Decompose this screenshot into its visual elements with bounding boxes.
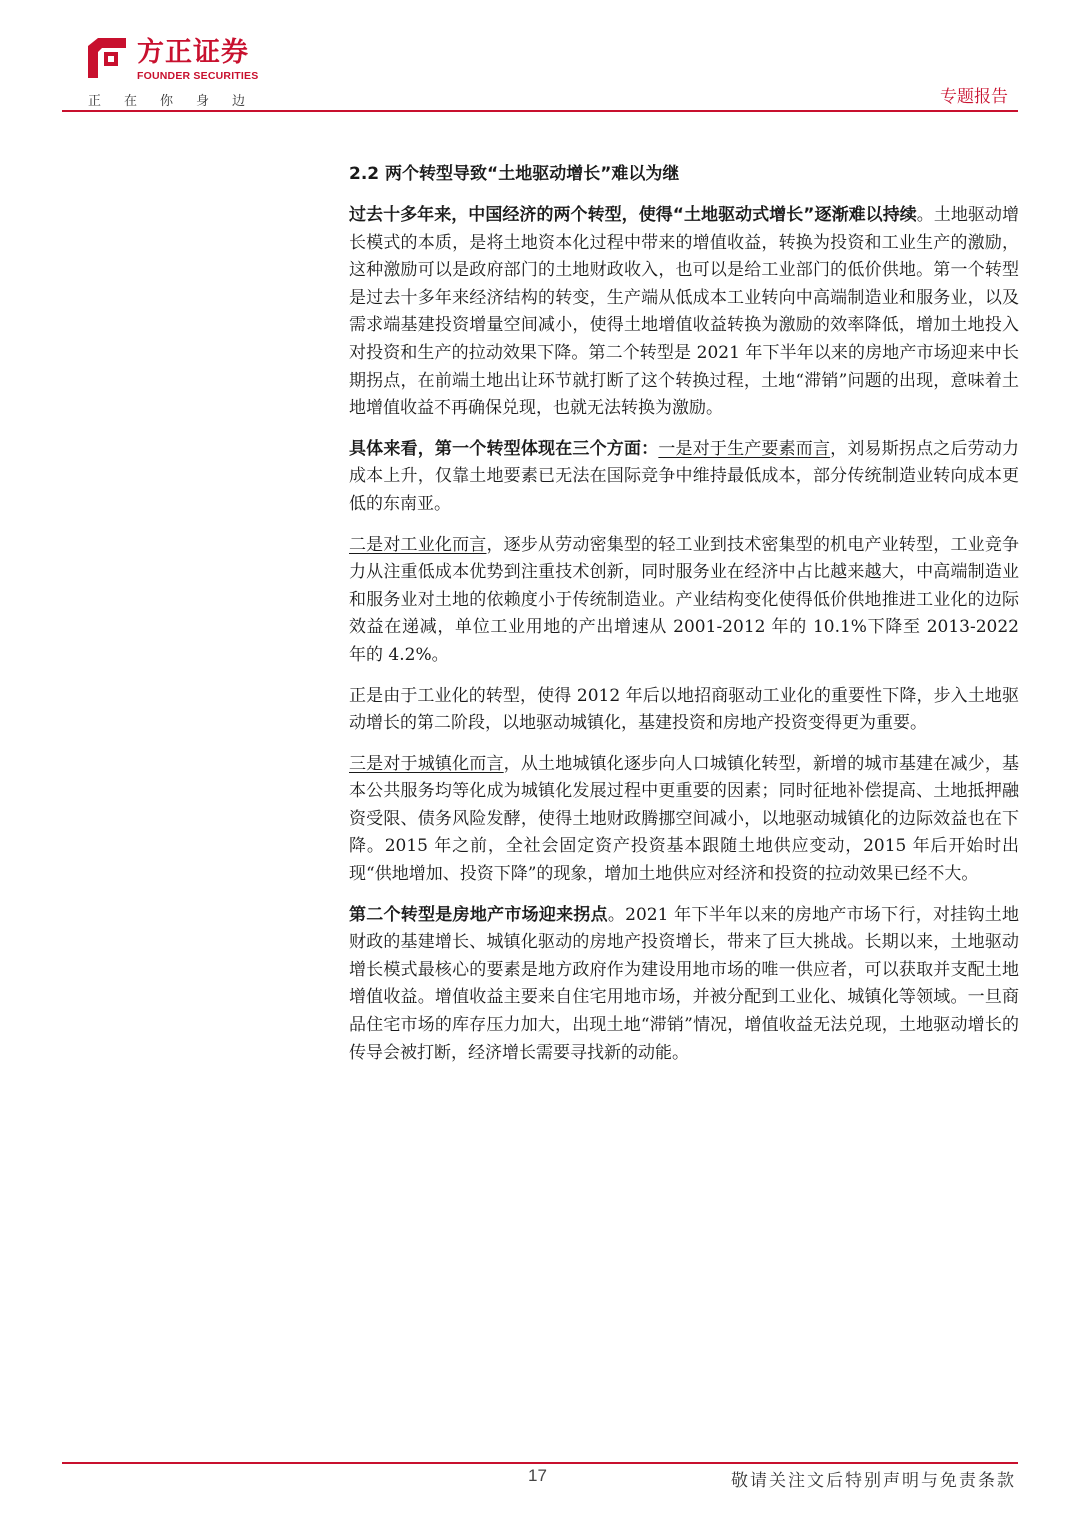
paragraph-4 bbox=[349, 683, 1019, 738]
paragraph-2-body: ，刘易斯拐点之后劳动力成本上升，仅靠土地要素已无法在国际竞争中维持最低成本，部分传统制造业转向成本更低的东南亚。 bbox=[349, 438, 1020, 514]
paragraph-5-body: ，从土地城镇化逐步向人口城镇化转型，新增的城市基建在减少，基本公共服务均等化成为城镇化发展过程中更重要的因素；同时征地补偿提高、土地抵押融资受限、债务风险发酵，使得土地财政腾挪空间减小，以地驱动城镇化的边际效益也在下降。2015 年之前，全社会固定资产投资基本跟随土地供应变动，2015 年后开始时出现“供地增加、投资下降”的现象，增加土地供应对经济和投资的拉动效果已经不大。 bbox=[349, 753, 1020, 885]
paragraph-6-body: 。2021 年下半年以来的房地产市场下行，对挂钩土地财政的基建增长、城镇化驱动的房地产投资增长，带来了巨大挑战。长期以来，土地驱动增长模式最核心的要素是地方政府作为建设用地市场的唯一供应者，可以获取并支配土地增值收益。增值收益主要来自住宅用地市场，并被分配到工业化、城镇化等领域。一旦商品住宅市场的库存压力加大，出现土地“滞销”情况，增值收益无法兑现，土地驱动增长的传导会被打断，经济增长需要寻找新的动能。 bbox=[349, 904, 1019, 1063]
paragraph-1 bbox=[349, 202, 1019, 423]
paragraph-2 bbox=[349, 436, 1019, 519]
footer-divider bbox=[62, 1462, 1018, 1464]
report-type-label: 专题报告 bbox=[940, 87, 1008, 107]
brand-name-cn: 方正证券 bbox=[137, 37, 249, 68]
paragraph-3 bbox=[349, 532, 1019, 670]
paragraph-2-lead: 具体来看，第一个转型体现在三个方面： bbox=[349, 438, 659, 459]
paragraph-2-underlined: 一是对于生产要素而言 bbox=[658, 438, 831, 459]
paragraph-5 bbox=[349, 751, 1019, 889]
paragraph-3-body: ，逐步从劳动密集型的轻工业到技术密集型的机电产业转型，工业竞争力从注重低成本优势到注重技术创新，同时服务业在经济中占比越来越大，中高端制造业和服务业对土地的依赖度小于传统制造业。产业结构变化使得低价供地推进工业化的边际效益在递减，单位工业用地的产出增速从 2001-2012 年的 10.1%下降至 2013-2022 年的 4.2%。 bbox=[349, 534, 1020, 665]
paragraph-6 bbox=[349, 902, 1019, 1068]
page-number: 17 bbox=[528, 1466, 547, 1485]
paragraph-1-lead: 过去十多年来，中国经济的两个转型，使得“土地驱动式增长”逐渐难以持续 bbox=[349, 205, 917, 225]
paragraph-1-body: 。土地驱动增长模式的本质，是将土地资本化过程中带来的增值收益，转换为投资和工业生产的激励，这种激励可以是政府部门的土地财政收入，也可以是给工业部门的低价供地。第一个转型是过去十多年来经济结构的转变，生产端从低成本工业转向中高端制造业和服务业，以及需求端基建投资增量空间减小，使得土地增值收益转换为激励的效率降低，增加土地投入对投资和生产的拉动效果下降。第二个转型是 2021 年下半年以来的房地产市场迎来中长期拐点，在前端土地出让环节就打断了这个转换过程，土地“滞销”问题的出现，意味着土地增值收益不再确保兑现，也就无法转换为激励。 bbox=[349, 205, 1019, 419]
paragraph-3-underlined: 二是对工业化而言 bbox=[349, 534, 487, 555]
brand-name-en: FOUNDER SECURITIES bbox=[137, 70, 259, 82]
founder-logo-icon bbox=[84, 36, 128, 80]
paragraph-4-body: 正是由于工业化的转型，使得 2012 年后以地招商驱动工业化的重要性下降，步入土地驱动增长的第二阶段，以地驱动城镇化，基建投资和房地产投资变得更为重要。 bbox=[349, 685, 1019, 734]
disclaimer-notice: 敬请关注文后特别声明与免责条款 bbox=[731, 1471, 1016, 1491]
paragraph-6-lead: 第二个转型是房地产市场迎来拐点 bbox=[349, 904, 608, 925]
page-header bbox=[0, 0, 1080, 112]
brand-slogan: 正在你身边 bbox=[88, 94, 269, 109]
section-title: 2.2 两个转型导致“土地驱动增长”难以为继 bbox=[349, 164, 680, 184]
paragraph-5-underlined: 三是对于城镇化而言 bbox=[349, 753, 504, 774]
report-body bbox=[349, 160, 1019, 1080]
header-divider bbox=[62, 110, 1018, 112]
